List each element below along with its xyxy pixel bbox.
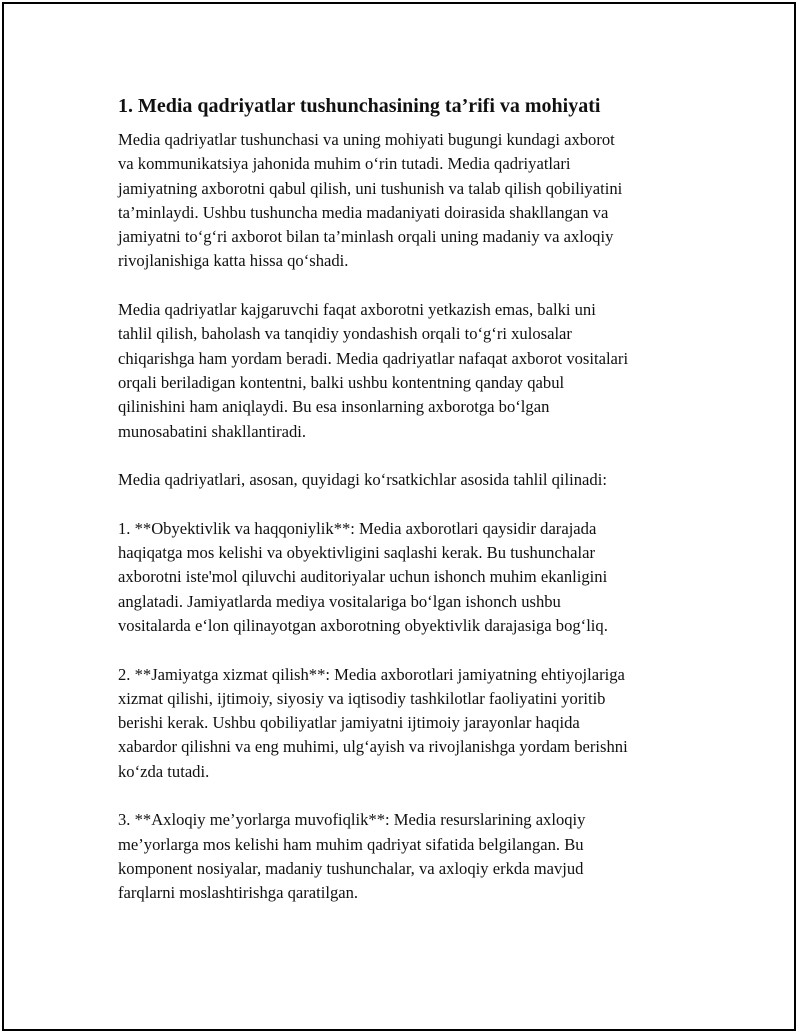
list-item-ethics: 3. **Axloqiy me’yorlarga muvofiqlik**: Media resurslarining axloqiy me’yorlarga mos kelishi ham muhim qadriyat sifatida belgilangan. Bu komponent nosiyalar, madaniy tushunchalar, va axloqiy erkda mavjud farqlarni moslashtirishga qaratilgan. <box>118 810 586 903</box>
list-item-public-service: 2. **Jamiyatga xizmat qilish**: Media axborotlari jamiyatning ehtiyojlariga xizmat qilishi, ijtimoiy, siyosiy va iqtisodiy tashkilotlar faoliyatini yoritib berishi kerak. Ushbu qobiliyatlar jamiyatni ijtimoiy jarayonlar haqida xabardor qilishni va eng muhimi, ulg‘ayish va rivojlanishga yordam berishni ko‘zda tutadi. <box>118 664 628 781</box>
document-body <box>118 93 708 930</box>
section-heading: 1. Media qadriyatlar tushunchasining ta’rifi va mohiyati <box>118 95 601 117</box>
paragraph-indicators-intro: Media qadriyatlari, asosan, quyidagi ko‘rsatkichlar asosida tahlil qilinadi: <box>118 470 607 490</box>
paragraph-intro: Media qadriyatlar tushunchasi va uning mohiyati bugungi kundagi axborot va kommunikatsiya jahonida muhim o‘rin tutadi. Media qadriyatlari jamiyatning axborotni qabul qilish, uni tushunish va talab qilish qobiliyatini ta’minlaydi. Ushbu tushuncha media madaniyati doirasida shakllangan va jamiyatni to‘g‘ri axborot bilan ta’minlash orqali uning madaniy va axloqiy rivojlanishiga katta hissa qo‘shadi. <box>118 130 623 271</box>
paragraph-analysis: Media qadriyatlar kajgaruvchi faqat axborotni yetkazish emas, balki uni tahlil qilish, baholash va tanqidiy yondashish orqali to‘g‘ri xulosalar chiqarishga ham yordam beradi. Media qadriyatlar nafaqat axborot vositalari orqali beriladigan kontentni, balki ushbu kontentning qanday qabul qilinishini ham aniqlaydi. Bu esa insonlarning axborotga bo‘lgan munosabatini shakllantiradi. <box>118 300 629 441</box>
list-item-objectivity: 1. **Obyektivlik va haqqoniylik**: Media axborotlari qaysidir darajada haqiqatga mos kelishi va obyektivligini saqlashi kerak. Bu tushunchalar axborotni iste'mol qiluvchi auditoriyalar uchun ishonch muhim ekanligini anglatadi. Jamiyatlarda mediya vositalariga bo‘lgan ishonch ushbu vositalarda e‘lon qilinayotgan axborotning obyektivlik darajasiga bog‘liq. <box>118 518 608 635</box>
